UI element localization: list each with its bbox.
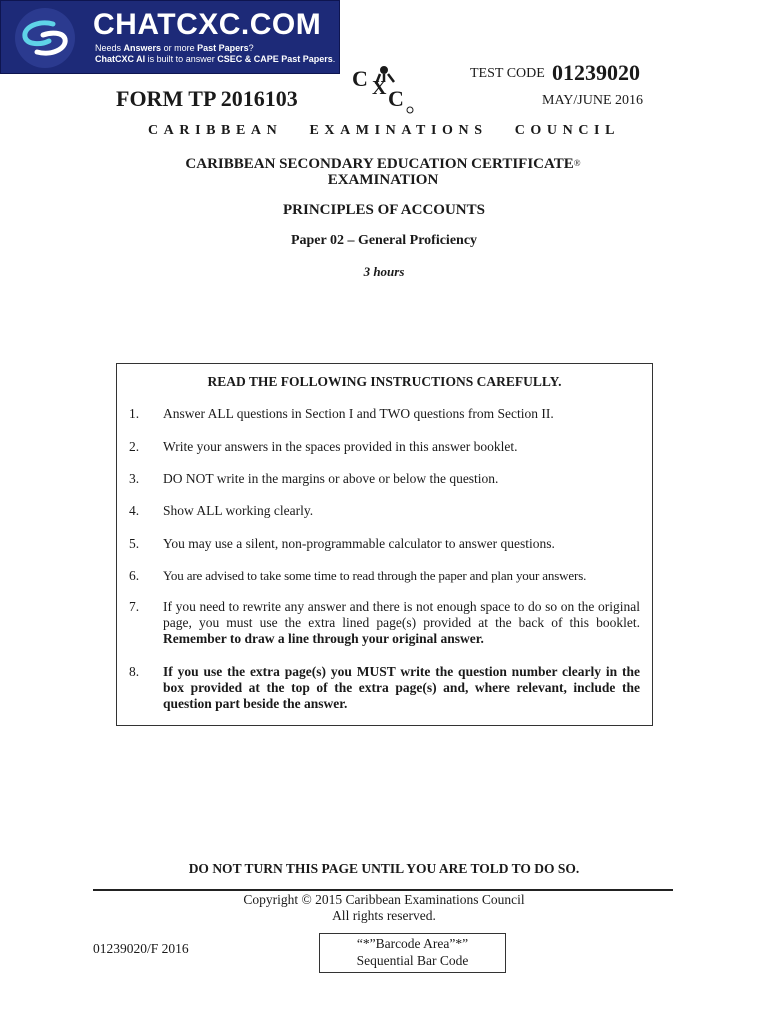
instruction-text: You are advised to take some time to read through the paper and plan your answers.	[163, 568, 587, 583]
svg-text:X: X	[372, 77, 387, 99]
copyright-notice: Copyright © 2015 Caribbean Examinations Council All rights reserved.	[243, 892, 525, 923]
footer-divider	[93, 889, 673, 891]
banner-tagline-1: Needs Answers or more Past Papers?	[95, 43, 254, 53]
registered-mark: ®	[573, 158, 581, 168]
exam-duration: 3 hours	[363, 264, 405, 279]
svg-text:C: C	[352, 66, 368, 91]
instruction-number: 5.	[129, 536, 140, 551]
instruction-emphasis: Remember to draw a line through your original answer.	[163, 631, 484, 646]
instruction-number: 1.	[129, 406, 140, 421]
paper-title: Paper 02 – General Proficiency	[290, 233, 478, 248]
form-number: FORM TP 2016103	[116, 86, 298, 111]
cxc-logo-icon	[350, 62, 416, 114]
instruction-number: 7.	[129, 599, 140, 614]
instructions-heading: READ THE FOLLOWING INSTRUCTIONS CAREFULLY.	[207, 374, 562, 389]
barcode-area: “*”Barcode Area”*” Sequential Bar Code	[319, 933, 506, 973]
exam-date: MAY/JUNE 2016	[542, 93, 643, 108]
instruction-number: 4.	[129, 503, 140, 518]
instruction-text: If you use the extra page(s) you MUST write the question number clearly in the box provided at the top of the extra page(s) and, where relevant, include the question part beside the answer.	[163, 664, 640, 711]
do-not-turn-warning: DO NOT TURN THIS PAGE UNTIL YOU ARE TOLD TO DO SO.	[188, 861, 580, 876]
instruction-text: Show ALL working clearly.	[163, 503, 314, 518]
council-name: CARIBBEAN EXAMINATIONS COUNCIL	[147, 123, 621, 138]
instruction-text: If you need to rewrite any answer and there is not enough space to do so on the original page, you must use the extra lined page(s) provided at the back of this booklet. Remember to draw a line through your original answer.	[163, 599, 640, 646]
instruction-text: You may use a silent, non-programmable calculator to answer questions.	[163, 536, 555, 551]
certificate-title: CARIBBEAN SECONDARY EDUCATION CERTIFICATE® EXAMINATION	[185, 156, 581, 188]
chatcxc-logo-icon	[9, 7, 81, 69]
paper-code: 01239020/F 2016	[93, 941, 189, 956]
svg-text:C: C	[388, 86, 404, 111]
instruction-text: Write your answers in the spaces provided in this answer booklet.	[163, 439, 518, 454]
test-code-label: TEST CODE	[470, 66, 545, 81]
instruction-text: DO NOT write in the margins or above or below the question.	[163, 471, 499, 486]
instruction-number: 2.	[129, 439, 140, 454]
instructions-box	[116, 363, 653, 726]
banner-title: CHATCXC.COM	[93, 8, 322, 41]
banner-tagline-2: ChatCXC AI is built to answer CSEC & CAPE Past Papers.	[95, 54, 336, 64]
instruction-text: Answer ALL questions in Section I and TWO questions from Section II.	[163, 406, 554, 421]
chatcxc-banner[interactable]	[0, 0, 340, 74]
instruction-number: 3.	[129, 471, 140, 486]
instruction-number: 6.	[129, 568, 140, 583]
test-code-value: 01239020	[552, 60, 640, 85]
instruction-number: 8.	[129, 664, 140, 679]
subject-title: PRINCIPLES OF ACCOUNTS	[283, 202, 485, 218]
